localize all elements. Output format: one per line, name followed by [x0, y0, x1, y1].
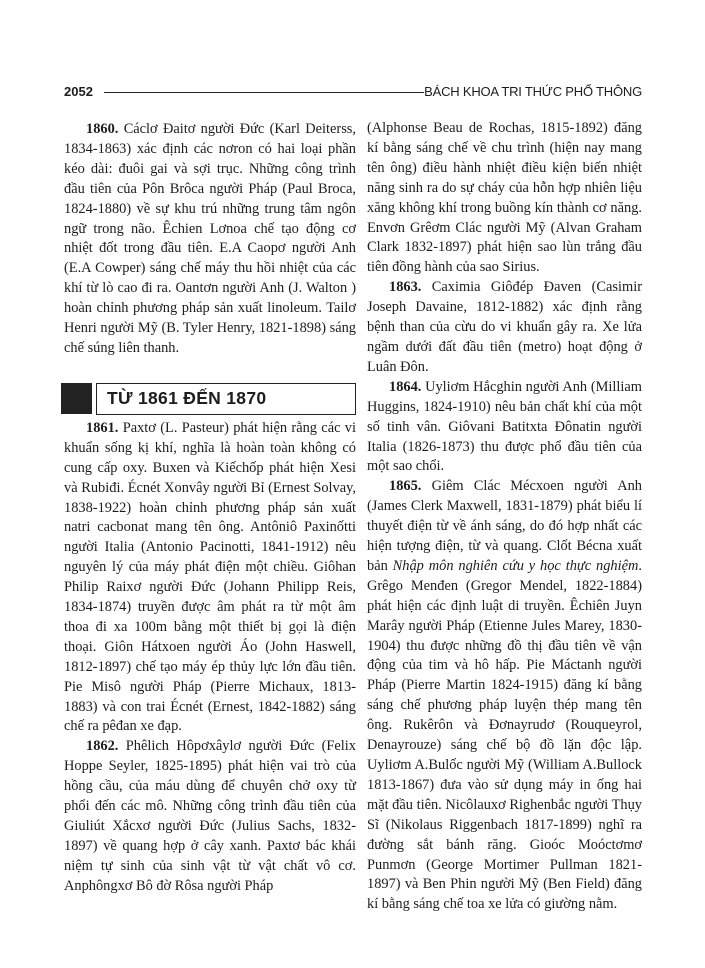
entry-1862 — [64, 737, 356, 896]
entry-year: 1863. — [389, 279, 422, 296]
header-rule — [104, 92, 424, 93]
entry-1861 — [64, 419, 356, 738]
entry-text: Giêm Clác Mécxoen người Anh (James Clerk Maxwell, 1831-1879) phát biểu lí thuyết điện từ về ánh sáng, do đó hợp nhất các hiện tượng điện, từ và quang. Clốt Bécna xuất bản — [367, 478, 642, 574]
entry-text: Uyliơm Hắcghin người Anh (Milliam Huggins, 1824-1910) nêu bản chất khí của một số tinh vân. Giôvani Batitxta Đônatin người Italia (1826-1873) thu được phổ đầu tiên của một sao chổi. — [367, 378, 642, 475]
entry-year: 1862. — [86, 738, 119, 755]
book-title-italic: Nhập môn nghiên cứu y học thực nghiệm — [392, 557, 639, 574]
section-title: TỪ 1861 ĐẾN 1870 — [96, 383, 356, 415]
entry-text: . Grêgo Menđen (Gregor Mendel, 1822-1884) phát hiện các định luật di truyền. Êchiên Juyn Marây người Pháp (Etienne Jules Marey, 1830-1904) thu được những đồ thị đầu tiên về vận động của tim và hô hấp. Pie Máctanh người Pháp (Pierre Martin 1824-1915) đăng kí bằng sáng chế phương pháp luyện thép mang tên ông. Rukêrôn và Đơnayrudơ (Rouqueyrol, Denayrouze) sáng chế bộ đồ lặn độc lập. Uyliơm A.Bulốc người Mỹ (William A.Bullock 1813-1867) đưa vào sử dụng máy in ống hai mặt đầu tiên. Nicôlauxơ Righenbắc người Thụy Sĩ (Nikolaus Riggenbach 1817-1899) nghĩ ra đường sắt bánh răng. Gioóc Moóctơmơ Punmơn (George Mortimer Pullman 1821-1897) và Ben Phin người Mỹ (Ben Field) đăng kí bằng sáng chế toa xe lửa có giường nằm. — [367, 557, 642, 913]
entry-text: Caximia Giôđép Đaven (Casimir Joseph Davaine, 1812-1882) xác định rằng bệnh than của cừu do vi khuẩn gây ra. Xe lửa ngầm dưới đất đầu tiên (metro) hoạt động ở Luân Đôn. — [367, 279, 642, 375]
entry-text: Cáclơ Đaitơ người Đức (Karl Deiterss, 1834-1863) xác định các nơron có hai loại phần kéo dài: đuôi gai và sợi trục. Những công trình đầu tiên của Pôn Brôca người Pháp (Paul Broca, 1824-1880) về sự khu trú những trung tâm ngôn ngữ trong não. Êchien Lơnoa chế tạo động cơ nhiệt đốt trong đầu tiên. E.A Caopơ người Anh (E.A Cowper) sáng chế máy thu hồi nhiệt của các khí từ lò cao đi ra. Oantơn người Anh (J. Walton ) hoàn chỉnh phương pháp sản xuất linoleum. Tailơ Henri người Mỹ (B. Tyler Henry, 1821-1898) sáng chế súng liên thanh. — [64, 121, 356, 356]
entry-year: 1861. — [86, 419, 119, 436]
entry-1860 — [64, 120, 356, 359]
entry-year: 1864. — [389, 378, 422, 395]
section-marker-icon — [61, 383, 92, 414]
entry-1862-continuation: (Alphonse Beau de Rochas, 1815-1892) đăng kí bằng sáng chế về chu trình (hiện nay mang tên ông) điều hành nhiệt điều kiện biến nhiệt năng sinh ra do sự cháy của hỗn hợp nhiên liệu xăng không khí trong buồng kín thành cơ năng. Envơn Grêơm Clác người Mỹ (Alvan Graham Clark 1832-1897) phát hiện sao lùn trắng đầu tiên đồng hành của sao Sirius. — [367, 120, 642, 276]
right-column — [367, 119, 642, 915]
section-heading — [61, 382, 356, 416]
entry-year: 1865. — [389, 478, 422, 495]
entry-1863 — [367, 278, 642, 378]
left-column — [64, 120, 356, 897]
entry-1864 — [367, 378, 642, 478]
entry-text: Phêlich Hôpơxâylơ người Đức (Felix Hoppe Seyler, 1825-1895) phát hiện vai trò của hồng cầu, của máu dùng để chuyên chở oxy từ phổi đến các mô. Những công trình đầu tiên của Giuliút Xắcxơ người Đức (Julius Sachs, 1832-1897) về quang hợp ở cây xanh. Paxtơ bác khái niệm tự sinh của sinh vật từ vật chất vô cơ. Anphôngxơ Bô đờ Rôsa người Pháp — [64, 738, 356, 894]
page-header — [64, 84, 642, 100]
entry-text: Paxtơ (L. Pasteur) phát hiện rằng các vi khuẩn sống kị khí, nghĩa là hoàn toàn không có cung cấp oxy. Buxen và Kiếchốp phát hiện Xesi và Rubiđi. Écnét Xonvây người Bỉ (Ernest Solvay, 1838-1922) hoàn chỉnh phương pháp sản xuất natri cacbonat mang tên ông. Antôniô Paxinốtti người Italia (Antonio Pacinotti, 1841-1912) nêu nguyên lý của máy phát điện một chiều. Giôhan Philip Raixơ người Đức (Johann Philipp Reis, 1834-1874) truyền được âm phát ra từ một âm thoa đi xa 100m bằng một thiết bị gọi là điện thoại. Giôn Hátxoen người Áo (John Haswell, 1812-1897) chế tạo máy ép thủy lực lớn đầu tiên. Pie Misô người Pháp (Pierre Michaux, 1813-1883) và con trai Écnét (Ernest, 1842-1882) sáng chế ra pêđan xe đạp. — [64, 419, 356, 735]
entry-year: 1860. — [86, 121, 119, 137]
running-title: BÁCH KHOA TRI THỨC PHỔ THÔNG — [424, 84, 642, 99]
page-number: 2052 — [64, 84, 93, 99]
entry-1865 — [367, 477, 642, 915]
